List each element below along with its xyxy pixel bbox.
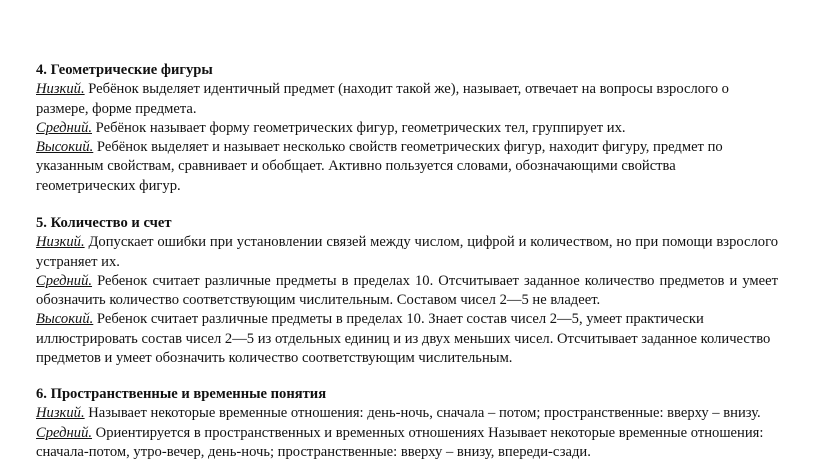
criterion-text: Допускает ошибки при установлении связей между числом, цифрой и количеством, но при помощи взрослого устраняет их. [36, 234, 778, 270]
criterion-medium [36, 424, 778, 462]
criterion-low [36, 80, 778, 119]
section-spatial-and-temporal [36, 385, 778, 462]
level-label: Низкий. [36, 234, 85, 251]
section-title: 4. Геометрические фигуры [36, 62, 213, 78]
criterion-low [36, 404, 778, 423]
section-geometric-shapes [36, 61, 778, 196]
criterion-low [36, 233, 778, 272]
level-label: Высокий. [36, 311, 94, 328]
section-quantity-and-counting [36, 214, 778, 368]
criterion-text: Называет некоторые временные отношения: день-ночь, сначала – потом; пространственные: вверху – внизу. [84, 405, 761, 422]
criterion-medium [36, 119, 778, 138]
level-label: Средний. [36, 272, 93, 289]
criterion-text: Ребёнок выделяет и называет несколько свойств геометрических фигур, находит фигуру, предмет по указанным свойствам, сравнивает и обобщает. Активно пользуется словами, обозначающими свойства геометрических фигур. [36, 139, 723, 194]
section-title: 6. Пространственные и временные понятия [36, 386, 327, 402]
level-label: Низкий. [36, 81, 85, 98]
criterion-text: Ребёнок называет форму геометрических фигур, геометрических тел, группирует их. [92, 119, 626, 136]
criterion-text: Ребёнок выделяет идентичный предмет (находит такой же), называет, отвечает на вопросы взрослого о размере, форме предмета. [36, 81, 729, 117]
level-label: Средний. [36, 424, 93, 441]
level-label: Высокий. [36, 139, 94, 156]
section-title: 5. Количество и счет [36, 215, 172, 231]
criterion-text: Ребенок считает различные предметы в пределах 10. Отсчитывает заданное количество предметов и умеет обозначить количество соответствующим числительным. Составом чисел 2—5 не владеет. [36, 272, 778, 309]
criterion-text: Ребенок считает различные предметы в пределах 10. Знает состав чисел 2—5, умеет практически иллюстрировать состав чисел 2—5 из отдельных единиц и из двух меньших чисел. Отсчитывает заданное количество предметов и умеет обозначить количество соответствующим числительным. [36, 311, 771, 367]
criterion-high [36, 310, 778, 368]
criterion-text: Ориентируется в пространственных и временных отношениях Называет некоторые временные отношения: сначала-потом, утро-вечер, день-ночь; пространственные: вверху – внизу, впереди-сзади. [36, 424, 764, 460]
criterion-high [36, 138, 778, 196]
criterion-medium [36, 272, 778, 311]
level-label: Средний. [36, 119, 93, 136]
level-label: Низкий. [36, 405, 85, 422]
